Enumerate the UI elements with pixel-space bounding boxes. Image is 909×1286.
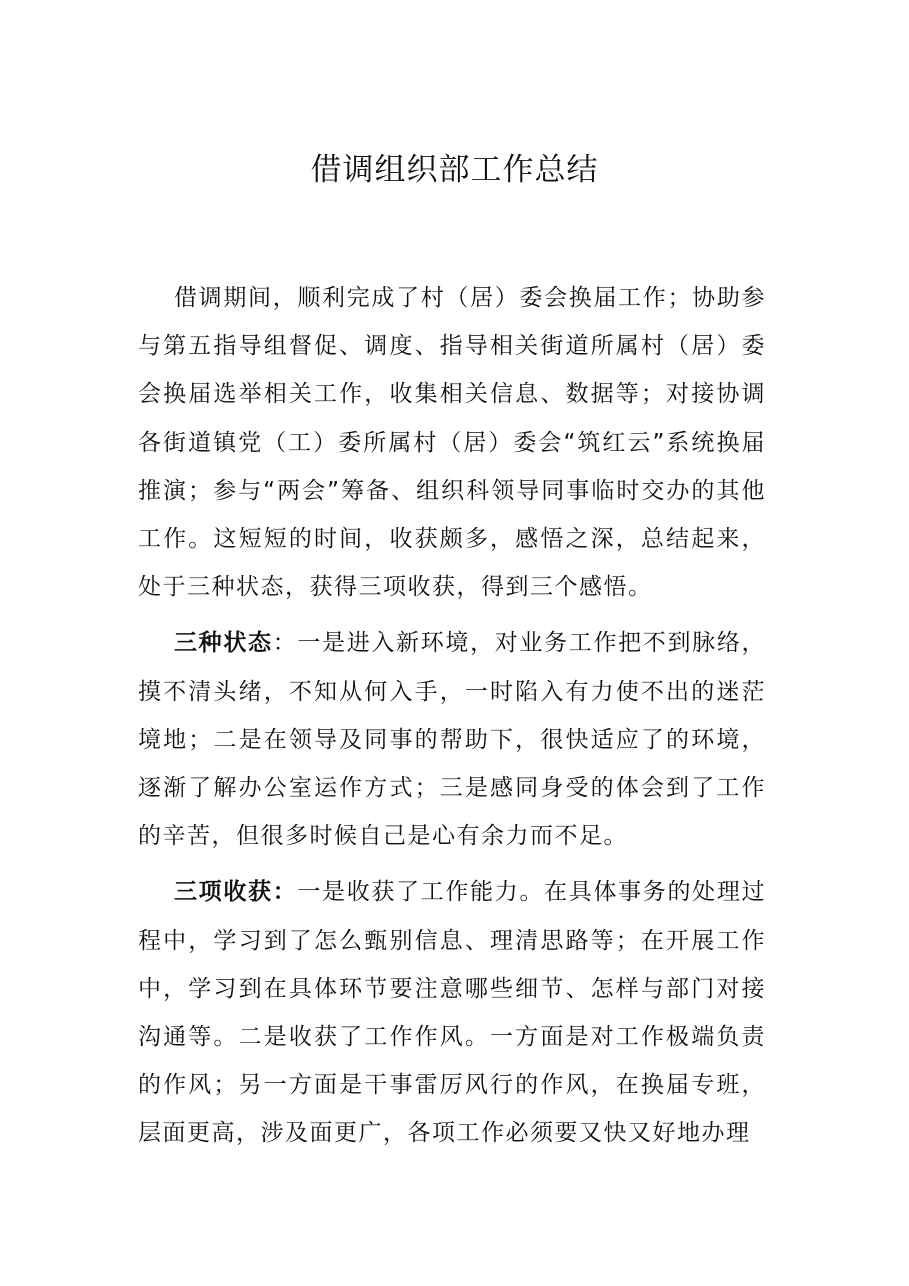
paragraph-intro: [138, 274, 766, 611]
paragraph-lead: 三种状态: [174, 630, 273, 657]
paragraph-text: 借调期间，顺利完成了村（居）委会换届工作；协助参与第五指导组督促、调度、指导相关街道所属村（居）委会换届选举相关工作，收集相关信息、数据等；对接协调各街道镇党（工）委所属村（居）委会“筑红云”系统换届推演；参与“两会”筹备、组织科领导同事临时交办的其他工作。这短短的时间，收获颇多，感悟之深，总结起来，处于三种状态，获得三项收获，得到三个感悟。: [138, 285, 766, 601]
paragraph-lead: 三项收获：: [174, 879, 298, 906]
document-title: 借调组织部工作总结: [310, 152, 599, 188]
paragraph-text: 一是收获了工作能力。在具体事务的处理过程中，学习到了怎么甄别信息、理清思路等；在开展工作中，学习到在具体环节要注意哪些细节、怎样与部门对接沟通等。二是收获了工作作风。一方面是对工作极端负责的作风；另一方面是干事雷厉风行的作风，在换届专班，层面更高，涉及面更广，各项工作必须要又快又好地办理: [138, 879, 767, 1147]
document-body: [138, 274, 766, 1158]
paragraph-three-gains: [138, 868, 766, 1157]
paragraph-three-states: [138, 619, 766, 860]
paragraph-text: ：一是进入新环境，对业务工作把不到脉络，摸不清头绪，不知从何入手，一时陷入有力使不出的迷茫境地；二是在领导及同事的帮助下，很快适应了的环境，逐渐了解办公室运作方式；三是感同身受的体会到了工作的辛苦，但很多时候自己是心有余力而不足。: [138, 630, 767, 850]
